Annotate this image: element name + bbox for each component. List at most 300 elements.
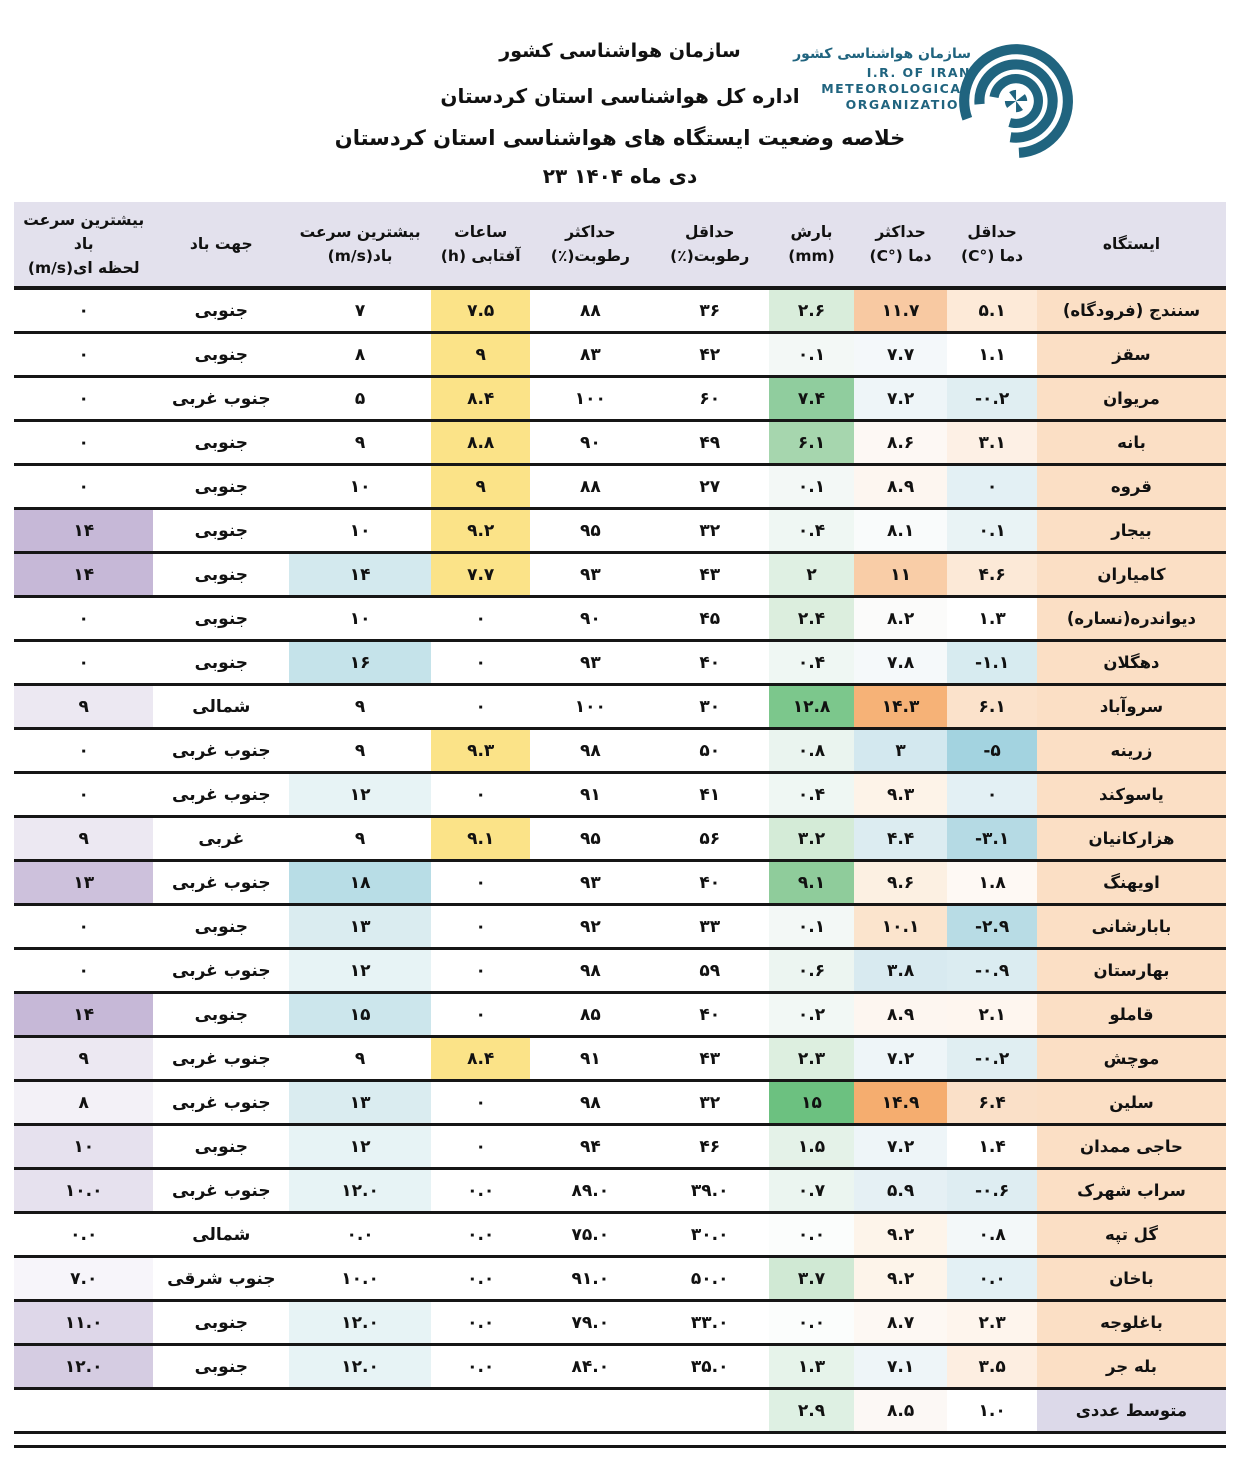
cell-precipitation: ۳.۲ [769, 817, 854, 861]
cell-humidity-max: ۹۱.۰ [530, 1257, 650, 1301]
cell-station: دیواندره(نساره) [1037, 597, 1226, 641]
masthead [0, 0, 1240, 200]
cell-wind-direction: جنوبی [153, 1301, 289, 1345]
cell-wind-speed-max: ۹ [289, 729, 431, 773]
cell-wind-gust-max: ۰ [14, 905, 153, 949]
cell-sunshine-hours: ۰ [431, 641, 530, 685]
cell-wind-gust-max: ۰ [14, 333, 153, 377]
cell-temp-max: ۳.۸ [854, 949, 947, 993]
cell-humidity-max: ۹۸ [530, 1081, 650, 1125]
col-header-temp-max: حداکثر دما (°C) [854, 202, 947, 288]
cell-wind-speed-max: ۱۰ [289, 465, 431, 509]
cell-wind-direction [153, 1389, 289, 1433]
cell-station: سنندج (فرودگاه) [1037, 288, 1226, 333]
cell-humidity-max: ۹۴ [530, 1125, 650, 1169]
cell-humidity-max: ۹۱ [530, 773, 650, 817]
cell-wind-speed-max: ۱۲ [289, 949, 431, 993]
cell-precipitation: ۰.۱ [769, 905, 854, 949]
table-row [14, 465, 1226, 509]
cell-wind-direction: شمالی [153, 685, 289, 729]
cell-sunshine-hours: ۹.۲ [431, 509, 530, 553]
cell-wind-speed-max: ۵ [289, 377, 431, 421]
cell-wind-direction: جنوب غربی [153, 949, 289, 993]
cell-precipitation: ۰.۴ [769, 641, 854, 685]
cell-station: موچش [1037, 1037, 1226, 1081]
cell-precipitation: ۰.۸ [769, 729, 854, 773]
cell-wind-gust-max: ۰ [14, 773, 153, 817]
cell-station: هزارکانیان [1037, 817, 1226, 861]
cell-humidity-min: ۴۰ [650, 861, 769, 905]
cell-sunshine-hours: ۹ [431, 333, 530, 377]
table-row [14, 1301, 1226, 1345]
cell-wind-gust-max: ۱۰ [14, 1125, 153, 1169]
cell-precipitation: ۱.۳ [769, 1345, 854, 1389]
cell-humidity-min: ۴۵ [650, 597, 769, 641]
cell-station: اویهنگ [1037, 861, 1226, 905]
table-row [14, 641, 1226, 685]
cell-temp-max: ۸.۱ [854, 509, 947, 553]
cell-humidity-max: ۹۸ [530, 729, 650, 773]
cell-station: قروه [1037, 465, 1226, 509]
cell-humidity-min: ۳۶ [650, 288, 769, 333]
col-header-precipitation: بارش (mm) [769, 202, 854, 288]
cell-wind-speed-max: ۹ [289, 817, 431, 861]
cell-temp-min: ۰.۸ [947, 1213, 1037, 1257]
cell-temp-min: ۲.۳ [947, 1301, 1037, 1345]
cell-station: باغلوجه [1037, 1301, 1226, 1345]
table-row [14, 1389, 1226, 1433]
cell-temp-max: ۸.۶ [854, 421, 947, 465]
cell-humidity-max: ۹۰ [530, 597, 650, 641]
cell-sunshine-hours: ۹.۱ [431, 817, 530, 861]
cell-wind-gust-max: ۱۴ [14, 509, 153, 553]
cell-sunshine-hours: ۰ [431, 1125, 530, 1169]
cell-wind-speed-max: ۱۳ [289, 1081, 431, 1125]
cell-station: بابارشانی [1037, 905, 1226, 949]
cell-station: بیجار [1037, 509, 1226, 553]
table-row [14, 421, 1226, 465]
table-row [14, 993, 1226, 1037]
cell-station: یاسوکند [1037, 773, 1226, 817]
cell-humidity-max: ۸۳ [530, 333, 650, 377]
cell-precipitation: ۰.۲ [769, 993, 854, 1037]
col-header-wind-direction: جهت باد [153, 202, 289, 288]
cell-wind-speed-max: ۱۵ [289, 993, 431, 1037]
cell-sunshine-hours: ۰ [431, 1081, 530, 1125]
cell-precipitation: ۲ [769, 553, 854, 597]
table-row [14, 333, 1226, 377]
cell-wind-speed-max: ۹ [289, 1037, 431, 1081]
col-header-humidity-min: حداقل رطوبت(٪) [650, 202, 769, 288]
cell-humidity-max: ۹۳ [530, 553, 650, 597]
cell-wind-direction: شمالی [153, 1213, 289, 1257]
cell-wind-speed-max: ۱۸ [289, 861, 431, 905]
table-row [14, 1169, 1226, 1213]
cell-temp-min: ۵.۱ [947, 288, 1037, 333]
cell-station: سراب شهرک [1037, 1169, 1226, 1213]
cell-sunshine-hours: ۷.۷ [431, 553, 530, 597]
cell-precipitation: ۲.۶ [769, 288, 854, 333]
cell-temp-min: -۱.۱ [947, 641, 1037, 685]
cell-temp-min: ۱.۴ [947, 1125, 1037, 1169]
cell-wind-gust-max: ۱۴ [14, 993, 153, 1037]
cell-humidity-min: ۵۹ [650, 949, 769, 993]
cell-humidity-min: ۵۰ [650, 729, 769, 773]
cell-station: گل تپه [1037, 1213, 1226, 1257]
cell-humidity-max: ۹۵ [530, 509, 650, 553]
cell-humidity-max [530, 1389, 650, 1433]
imo-logo-text [793, 30, 971, 113]
cell-humidity-min: ۳۲ [650, 509, 769, 553]
report-title: خلاصه وضعیت ایستگاه های هواشناسی استان کردستان [334, 126, 906, 150]
cell-wind-direction: جنوب غربی [153, 1169, 289, 1213]
cell-temp-min: ۰.۰ [947, 1257, 1037, 1301]
cell-temp-min: ۶.۱ [947, 685, 1037, 729]
cell-wind-direction: جنوبی [153, 1345, 289, 1389]
cell-humidity-max: ۹۸ [530, 949, 650, 993]
cell-station: سروآباد [1037, 685, 1226, 729]
cell-temp-min: -۳.۱ [947, 817, 1037, 861]
cell-humidity-max: ۹۱ [530, 1037, 650, 1081]
spiral-logo-icon [953, 38, 1075, 160]
cell-temp-max: ۸.۷ [854, 1301, 947, 1345]
cell-sunshine-hours: ۷.۵ [431, 288, 530, 333]
cell-humidity-min: ۳۵.۰ [650, 1345, 769, 1389]
cell-temp-max: ۵.۹ [854, 1169, 947, 1213]
cell-precipitation: ۰.۴ [769, 509, 854, 553]
cell-wind-speed-max: ۱۲.۰ [289, 1301, 431, 1345]
cell-temp-min: ۴.۶ [947, 553, 1037, 597]
cell-humidity-min: ۴۳ [650, 1037, 769, 1081]
col-header-wind-gust-max: بیشترین سرعت باد لحظه ای(m/s) [14, 202, 153, 288]
table-row [14, 509, 1226, 553]
cell-wind-speed-max: ۱۲ [289, 773, 431, 817]
cell-wind-gust-max: ۰ [14, 641, 153, 685]
cell-temp-max: ۸.۹ [854, 465, 947, 509]
weather-stations-table [14, 202, 1226, 1448]
cell-wind-speed-max [289, 1389, 431, 1433]
col-header-sunshine-hours: ساعات آفتابی (h) [431, 202, 530, 288]
cell-humidity-min: ۴۰ [650, 641, 769, 685]
cell-temp-max: ۷.۱ [854, 1345, 947, 1389]
cell-wind-direction: جنوب غربی [153, 729, 289, 773]
cell-wind-direction: جنوبی [153, 288, 289, 333]
cell-temp-max: ۷.۸ [854, 641, 947, 685]
cell-wind-direction: جنوبی [153, 993, 289, 1037]
cell-sunshine-hours: ۰.۰ [431, 1257, 530, 1301]
cell-precipitation: ۱.۵ [769, 1125, 854, 1169]
cell-wind-gust-max: ۰.۰ [14, 1213, 153, 1257]
col-header-temp-min: حداقل دما (°C) [947, 202, 1037, 288]
cell-wind-speed-max: ۱۰.۰ [289, 1257, 431, 1301]
cell-wind-speed-max: ۷ [289, 288, 431, 333]
cell-humidity-max: ۹۳ [530, 641, 650, 685]
cell-temp-min: ۱.۱ [947, 333, 1037, 377]
cell-wind-direction: جنوبی [153, 1125, 289, 1169]
cell-wind-direction: جنوب شرقی [153, 1257, 289, 1301]
cell-wind-gust-max: ۰ [14, 465, 153, 509]
cell-humidity-max: ۷۹.۰ [530, 1301, 650, 1345]
cell-sunshine-hours: ۰ [431, 861, 530, 905]
table-bottom-spacer-row [14, 1433, 1226, 1447]
cell-temp-max: ۷.۲ [854, 1037, 947, 1081]
imo-logo-en3: ORGANIZATION [845, 97, 971, 112]
cell-station: بله جر [1037, 1345, 1226, 1389]
imo-logo [793, 30, 1075, 188]
cell-wind-direction: جنوب غربی [153, 1081, 289, 1125]
cell-wind-direction: جنوبی [153, 465, 289, 509]
cell-wind-direction: جنوبی [153, 597, 289, 641]
cell-humidity-min: ۴۹ [650, 421, 769, 465]
cell-humidity-max: ۹۵ [530, 817, 650, 861]
cell-precipitation: ۶.۱ [769, 421, 854, 465]
cell-temp-min: ۳.۵ [947, 1345, 1037, 1389]
cell-station: سلین [1037, 1081, 1226, 1125]
cell-temp-max: ۷.۷ [854, 333, 947, 377]
cell-wind-direction: جنوب غربی [153, 861, 289, 905]
table-row [14, 685, 1226, 729]
cell-sunshine-hours: ۸.۴ [431, 377, 530, 421]
cell-wind-gust-max: ۹ [14, 1037, 153, 1081]
cell-wind-direction: جنوبی [153, 553, 289, 597]
imo-logo-en1: I.R. OF IRAN [866, 65, 971, 80]
cell-sunshine-hours: ۰ [431, 773, 530, 817]
cell-precipitation: ۰.۷ [769, 1169, 854, 1213]
cell-wind-gust-max: ۰ [14, 597, 153, 641]
cell-humidity-max: ۸۸ [530, 465, 650, 509]
cell-humidity-min: ۲۷ [650, 465, 769, 509]
cell-wind-speed-max: ۹ [289, 421, 431, 465]
cell-wind-gust-max: ۱۰.۰ [14, 1169, 153, 1213]
cell-precipitation: ۷.۴ [769, 377, 854, 421]
cell-humidity-max: ۱۰۰ [530, 685, 650, 729]
cell-humidity-max: ۱۰۰ [530, 377, 650, 421]
cell-temp-min: -۰.۶ [947, 1169, 1037, 1213]
cell-precipitation: ۱۵ [769, 1081, 854, 1125]
cell-humidity-min: ۶۰ [650, 377, 769, 421]
cell-precipitation: ۰.۰ [769, 1213, 854, 1257]
cell-temp-max: ۱۱.۷ [854, 288, 947, 333]
cell-humidity-max: ۹۳ [530, 861, 650, 905]
cell-sunshine-hours: ۰ [431, 905, 530, 949]
cell-wind-gust-max: ۱۱.۰ [14, 1301, 153, 1345]
cell-sunshine-hours: ۸.۸ [431, 421, 530, 465]
cell-wind-gust-max: ۰ [14, 377, 153, 421]
cell-sunshine-hours: ۰ [431, 597, 530, 641]
cell-temp-min: ۱.۸ [947, 861, 1037, 905]
cell-wind-speed-max: ۱۴ [289, 553, 431, 597]
cell-wind-direction: غربی [153, 817, 289, 861]
table-row [14, 817, 1226, 861]
cell-wind-gust-max: ۸ [14, 1081, 153, 1125]
table-row [14, 1345, 1226, 1389]
cell-temp-min: ۰ [947, 773, 1037, 817]
cell-temp-min: -۰.۲ [947, 1037, 1037, 1081]
table-row [14, 597, 1226, 641]
cell-wind-gust-max: ۰ [14, 949, 153, 993]
cell-wind-direction: جنوبی [153, 333, 289, 377]
cell-station: باخان [1037, 1257, 1226, 1301]
cell-station: قاملو [1037, 993, 1226, 1037]
cell-humidity-min: ۳۳.۰ [650, 1301, 769, 1345]
cell-precipitation: ۲.۳ [769, 1037, 854, 1081]
cell-station: کامیاران [1037, 553, 1226, 597]
cell-wind-gust-max: ۰ [14, 421, 153, 465]
cell-precipitation: ۰.۰ [769, 1301, 854, 1345]
cell-temp-min: ۰ [947, 465, 1037, 509]
cell-temp-max: ۱۰.۱ [854, 905, 947, 949]
cell-temp-max: ۷.۲ [854, 1125, 947, 1169]
table-header-row [14, 202, 1226, 288]
col-header-wind-speed-max: بیشترین سرعت باد(m/s) [289, 202, 431, 288]
cell-wind-speed-max: ۱۰ [289, 597, 431, 641]
cell-humidity-max: ۸۹.۰ [530, 1169, 650, 1213]
cell-station: دهگلان [1037, 641, 1226, 685]
cell-humidity-max: ۸۴.۰ [530, 1345, 650, 1389]
cell-temp-max: ۹.۳ [854, 773, 947, 817]
cell-humidity-max: ۹۰ [530, 421, 650, 465]
cell-wind-direction: جنوب غربی [153, 377, 289, 421]
cell-sunshine-hours: ۰.۰ [431, 1169, 530, 1213]
table-row [14, 1081, 1226, 1125]
cell-wind-gust-max: ۰ [14, 729, 153, 773]
cell-sunshine-hours: ۰ [431, 949, 530, 993]
cell-temp-min: -۵ [947, 729, 1037, 773]
table-row [14, 1037, 1226, 1081]
org-name: سازمان هواشناسی کشور [499, 40, 741, 62]
cell-wind-speed-max: ۱۲.۰ [289, 1345, 431, 1389]
cell-wind-direction: جنوب غربی [153, 1037, 289, 1081]
cell-station: سقز [1037, 333, 1226, 377]
cell-temp-min: -۲.۹ [947, 905, 1037, 949]
col-header-station: ایستگاه [1037, 202, 1226, 288]
cell-precipitation: ۰.۶ [769, 949, 854, 993]
cell-humidity-min: ۴۲ [650, 333, 769, 377]
cell-wind-speed-max: ۹ [289, 685, 431, 729]
cell-precipitation: ۳.۷ [769, 1257, 854, 1301]
cell-sunshine-hours: ۰ [431, 685, 530, 729]
cell-humidity-min: ۳۲ [650, 1081, 769, 1125]
table-row [14, 1125, 1226, 1169]
cell-temp-min: ۰.۱ [947, 509, 1037, 553]
cell-humidity-min: ۳۰.۰ [650, 1213, 769, 1257]
cell-temp-max: ۳ [854, 729, 947, 773]
report-date: ۲۳ دی ماه ۱۴۰۴ [542, 164, 698, 188]
cell-temp-min: ۲.۱ [947, 993, 1037, 1037]
cell-precipitation: ۲.۹ [769, 1389, 854, 1433]
cell-wind-gust-max [14, 1389, 153, 1433]
cell-wind-direction: جنوبی [153, 421, 289, 465]
table-row [14, 861, 1226, 905]
cell-humidity-max: ۸۵ [530, 993, 650, 1037]
cell-wind-gust-max: ۱۴ [14, 553, 153, 597]
cell-temp-min: -۰.۹ [947, 949, 1037, 993]
table-row [14, 905, 1226, 949]
imo-logo-fa: سازمان هواشناسی کشور [793, 46, 971, 62]
col-header-humidity-max: حداکثر رطوبت(٪) [530, 202, 650, 288]
cell-humidity-min [650, 1389, 769, 1433]
cell-humidity-max: ۸۸ [530, 288, 650, 333]
cell-temp-max: ۸.۵ [854, 1389, 947, 1433]
cell-sunshine-hours: ۹ [431, 465, 530, 509]
cell-temp-max: ۸.۹ [854, 993, 947, 1037]
cell-wind-speed-max: ۱۲ [289, 1125, 431, 1169]
cell-sunshine-hours: ۰.۰ [431, 1301, 530, 1345]
cell-humidity-min: ۳۳ [650, 905, 769, 949]
cell-wind-gust-max: ۱۲.۰ [14, 1345, 153, 1389]
cell-sunshine-hours: ۸.۴ [431, 1037, 530, 1081]
cell-humidity-min: ۴۰ [650, 993, 769, 1037]
cell-wind-speed-max: ۸ [289, 333, 431, 377]
cell-temp-max: ۹.۲ [854, 1213, 947, 1257]
table-row [14, 1213, 1226, 1257]
cell-humidity-min: ۴۱ [650, 773, 769, 817]
cell-precipitation: ۰.۱ [769, 465, 854, 509]
table-row [14, 288, 1226, 333]
cell-station: زرینه [1037, 729, 1226, 773]
cell-wind-gust-max: ۹ [14, 817, 153, 861]
table-row [14, 729, 1226, 773]
cell-temp-max: ۹.۶ [854, 861, 947, 905]
cell-station: بانه [1037, 421, 1226, 465]
cell-sunshine-hours: ۹.۳ [431, 729, 530, 773]
cell-wind-direction: جنوبی [153, 905, 289, 949]
cell-wind-gust-max: ۱۳ [14, 861, 153, 905]
cell-humidity-min: ۳۰ [650, 685, 769, 729]
table-row [14, 377, 1226, 421]
cell-humidity-max: ۷۵.۰ [530, 1213, 650, 1257]
cell-wind-speed-max: ۱۳ [289, 905, 431, 949]
cell-station: حاجی ممدان [1037, 1125, 1226, 1169]
cell-humidity-min: ۵۰.۰ [650, 1257, 769, 1301]
cell-wind-gust-max: ۷.۰ [14, 1257, 153, 1301]
cell-sunshine-hours [431, 1389, 530, 1433]
imo-logo-en2: METEOROLOGICAL [821, 81, 971, 96]
cell-precipitation: ۰.۴ [769, 773, 854, 817]
cell-wind-speed-max: ۱۰ [289, 509, 431, 553]
cell-temp-max: ۸.۲ [854, 597, 947, 641]
table-row [14, 773, 1226, 817]
cell-humidity-max: ۹۲ [530, 905, 650, 949]
cell-station: مریوان [1037, 377, 1226, 421]
cell-precipitation: ۰.۱ [769, 333, 854, 377]
cell-precipitation: ۱۲.۸ [769, 685, 854, 729]
cell-sunshine-hours: ۰.۰ [431, 1345, 530, 1389]
office-name: اداره کل هواشناسی استان کردستان [440, 84, 800, 108]
cell-temp-max: ۱۴.۹ [854, 1081, 947, 1125]
cell-temp-min: ۳.۱ [947, 421, 1037, 465]
cell-wind-speed-max: ۰.۰ [289, 1213, 431, 1257]
cell-wind-direction: جنوب غربی [153, 773, 289, 817]
cell-wind-direction: جنوبی [153, 509, 289, 553]
cell-precipitation: ۹.۱ [769, 861, 854, 905]
cell-humidity-min: ۴۶ [650, 1125, 769, 1169]
cell-temp-min: ۶.۴ [947, 1081, 1037, 1125]
cell-temp-min: -۰.۲ [947, 377, 1037, 421]
cell-wind-direction: جنوبی [153, 641, 289, 685]
cell-humidity-min: ۴۳ [650, 553, 769, 597]
table-row [14, 949, 1226, 993]
cell-precipitation: ۲.۴ [769, 597, 854, 641]
cell-temp-max: ۷.۲ [854, 377, 947, 421]
table-body [14, 288, 1226, 1447]
cell-sunshine-hours: ۰ [431, 993, 530, 1037]
cell-temp-max: ۱۱ [854, 553, 947, 597]
cell-humidity-min: ۵۶ [650, 817, 769, 861]
cell-station: متوسط عددی [1037, 1389, 1226, 1433]
cell-station: بهارستان [1037, 949, 1226, 993]
table-row [14, 553, 1226, 597]
